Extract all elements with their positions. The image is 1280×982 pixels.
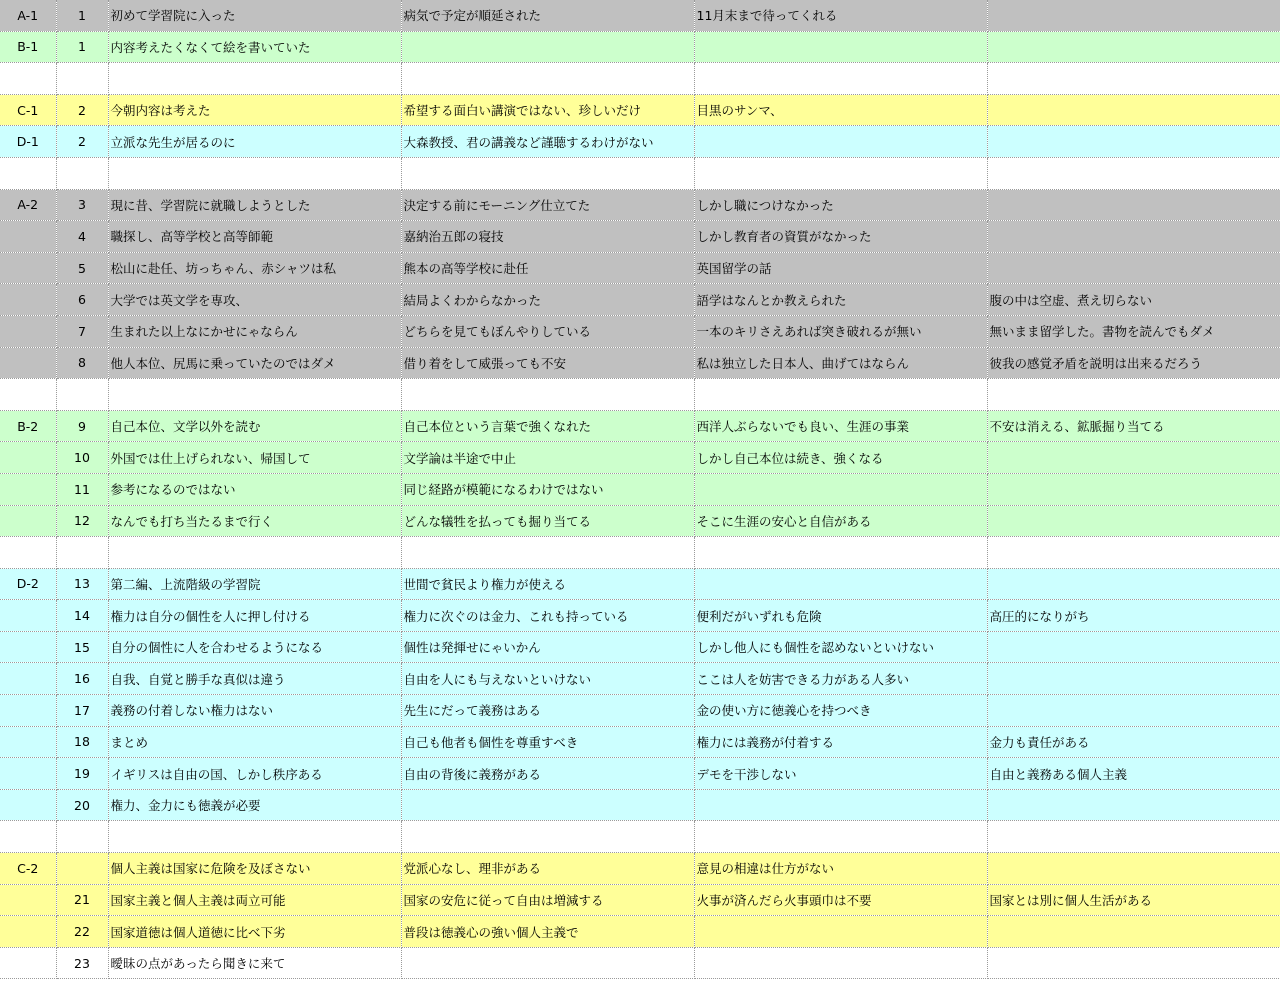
number-cell[interactable]: 19 [56, 758, 108, 790]
text-cell-d[interactable] [987, 0, 1280, 31]
text-cell-c[interactable]: そこに生涯の安心と自信がある [694, 505, 987, 537]
text-cell-d[interactable] [987, 379, 1280, 411]
text-cell-c[interactable] [694, 126, 987, 158]
section-cell[interactable] [0, 473, 56, 505]
text-cell-c[interactable]: しかし自己本位は続き、強くなる [694, 442, 987, 474]
text-cell-c[interactable]: しかし職につけなかった [694, 189, 987, 221]
section-cell[interactable] [0, 347, 56, 379]
text-cell-b[interactable] [401, 379, 694, 411]
text-cell-b[interactable]: 個性は発揮せにゃいかん [401, 631, 694, 663]
text-cell-d[interactable] [987, 663, 1280, 695]
text-cell-b[interactable]: 普段は徳義心の強い個人主義で [401, 916, 694, 948]
table-row [0, 505, 1280, 537]
table-row [0, 821, 1280, 853]
text-cell-d[interactable] [987, 631, 1280, 663]
section-cell[interactable] [0, 505, 56, 537]
section-cell[interactable] [0, 284, 56, 316]
text-cell-c[interactable]: 西洋人ぶらないでも良い、生涯の事業 [694, 410, 987, 442]
number-cell[interactable]: 21 [56, 884, 108, 916]
table-row [0, 789, 1280, 821]
text-cell-b[interactable]: 結局よくわからなかった [401, 284, 694, 316]
section-cell[interactable] [0, 663, 56, 695]
text-cell-d[interactable] [987, 947, 1280, 979]
text-cell-a[interactable]: 義務の付着しない権力はない [108, 695, 401, 727]
text-cell-b[interactable]: 権力に次ぐのは金力、これも持っている [401, 600, 694, 632]
table-row [0, 221, 1280, 253]
text-cell-a[interactable]: 第二編、上流階級の学習院 [108, 568, 401, 600]
text-cell-b[interactable]: 自己本位という言葉で強くなれた [401, 410, 694, 442]
table-row [0, 726, 1280, 758]
text-cell-a[interactable]: 大学では英文学を専攻、 [108, 284, 401, 316]
number-cell[interactable] [56, 379, 108, 411]
text-cell-b[interactable]: 大森教授、君の講義など謹聴するわけがない [401, 126, 694, 158]
text-cell-b[interactable] [401, 157, 694, 189]
text-cell-b[interactable]: 自己も他者も個性を尊重すべき [401, 726, 694, 758]
text-cell-b[interactable]: 自由を人にも与えないといけない [401, 663, 694, 695]
text-cell-a[interactable]: 自分の個性に人を合わせるようになる [108, 631, 401, 663]
text-cell-d[interactable] [987, 916, 1280, 948]
table-row [0, 916, 1280, 948]
text-cell-d[interactable] [987, 568, 1280, 600]
number-cell[interactable] [56, 853, 108, 885]
number-cell[interactable]: 12 [56, 505, 108, 537]
text-cell-b[interactable] [401, 63, 694, 95]
number-cell[interactable] [56, 63, 108, 95]
text-cell-d[interactable] [987, 442, 1280, 474]
section-cell[interactable] [0, 631, 56, 663]
text-cell-b[interactable] [401, 947, 694, 979]
number-cell[interactable]: 1 [56, 0, 108, 31]
number-cell[interactable]: 23 [56, 947, 108, 979]
text-cell-a[interactable]: 権力、金力にも徳義が必要 [108, 789, 401, 821]
text-cell-d[interactable] [987, 31, 1280, 63]
section-cell[interactable] [0, 726, 56, 758]
table-row [0, 537, 1280, 569]
table-row [0, 284, 1280, 316]
text-cell-a[interactable]: 職探し、高等学校と高等師範 [108, 221, 401, 253]
number-cell[interactable]: 14 [56, 600, 108, 632]
text-cell-c[interactable] [694, 537, 987, 569]
text-cell-d[interactable] [987, 252, 1280, 284]
text-cell-c[interactable] [694, 157, 987, 189]
text-cell-a[interactable]: 外国では仕上げられない、帰国して [108, 442, 401, 474]
number-cell[interactable]: 8 [56, 347, 108, 379]
text-cell-c[interactable]: 語学はなんとか教えられた [694, 284, 987, 316]
text-cell-b[interactable] [401, 821, 694, 853]
section-cell[interactable] [0, 600, 56, 632]
text-cell-a[interactable]: イギリスは自由の国、しかし秩序ある [108, 758, 401, 790]
table-row [0, 600, 1280, 632]
text-cell-c[interactable] [694, 63, 987, 95]
text-cell-d[interactable]: 彼我の感覚矛盾を説明は出来るだろう [987, 347, 1280, 379]
text-cell-c[interactable]: しかし他人にも個性を認めないといけない [694, 631, 987, 663]
number-cell[interactable]: 16 [56, 663, 108, 695]
text-cell-b[interactable]: 党派心なし、理非がある [401, 853, 694, 885]
section-cell[interactable] [0, 916, 56, 948]
table-row [0, 442, 1280, 474]
text-cell-a[interactable]: 立派な先生が居るのに [108, 126, 401, 158]
table-row [0, 252, 1280, 284]
text-cell-d[interactable] [987, 157, 1280, 189]
section-cell[interactable] [0, 252, 56, 284]
text-cell-a[interactable]: 現に昔、学習院に就職しようとした [108, 189, 401, 221]
text-cell-b[interactable]: 嘉納治五郎の寝技 [401, 221, 694, 253]
number-cell[interactable]: 3 [56, 189, 108, 221]
table-row [0, 853, 1280, 885]
text-cell-a[interactable]: 国家主義と個人主義は両立可能 [108, 884, 401, 916]
text-cell-d[interactable] [987, 63, 1280, 95]
section-cell[interactable] [0, 789, 56, 821]
text-cell-c[interactable]: 権力には義務が付着する [694, 726, 987, 758]
text-cell-c[interactable] [694, 947, 987, 979]
text-cell-a[interactable]: 松山に赴任、坊っちゃん、赤シャツは私 [108, 252, 401, 284]
number-cell[interactable]: 6 [56, 284, 108, 316]
text-cell-a[interactable]: 自我、自覚と勝手な真似は違う [108, 663, 401, 695]
table-row [0, 189, 1280, 221]
number-cell[interactable]: 13 [56, 568, 108, 600]
table-row [0, 947, 1280, 979]
text-cell-a[interactable]: 生まれた以上なにかせにゃならん [108, 315, 401, 347]
text-cell-c[interactable]: 便利だがいずれも危険 [694, 600, 987, 632]
text-cell-d[interactable] [987, 821, 1280, 853]
section-cell[interactable]: B-2 [0, 410, 56, 442]
text-cell-b[interactable] [401, 537, 694, 569]
number-cell[interactable]: 4 [56, 221, 108, 253]
number-cell[interactable]: 15 [56, 631, 108, 663]
text-cell-d[interactable] [987, 94, 1280, 126]
text-cell-a[interactable] [108, 157, 401, 189]
text-cell-c[interactable] [694, 379, 987, 411]
text-cell-d[interactable] [987, 695, 1280, 727]
text-cell-c[interactable]: 金の使い方に徳義心を持つべき [694, 695, 987, 727]
text-cell-c[interactable]: ここは人を妨害できる力がある人多い [694, 663, 987, 695]
text-cell-a[interactable] [108, 821, 401, 853]
text-cell-b[interactable]: 決定する前にモーニング仕立てた [401, 189, 694, 221]
table-row [0, 695, 1280, 727]
text-cell-b[interactable]: 借り着をして威張っても不安 [401, 347, 694, 379]
section-cell[interactable] [0, 63, 56, 95]
number-cell[interactable]: 17 [56, 695, 108, 727]
number-cell[interactable]: 20 [56, 789, 108, 821]
table-row [0, 63, 1280, 95]
table-row [0, 379, 1280, 411]
section-cell[interactable]: C-2 [0, 853, 56, 885]
number-cell[interactable]: 7 [56, 315, 108, 347]
section-cell[interactable] [0, 442, 56, 474]
text-cell-c[interactable]: 11月末まで待ってくれる [694, 0, 987, 31]
text-cell-d[interactable] [987, 189, 1280, 221]
section-cell[interactable]: A-1 [0, 0, 56, 31]
text-cell-b[interactable]: どんな犠牲を払っても掘り当てる [401, 505, 694, 537]
table-row [0, 631, 1280, 663]
table-row [0, 410, 1280, 442]
text-cell-b[interactable] [401, 789, 694, 821]
table-row [0, 157, 1280, 189]
text-cell-d[interactable] [987, 505, 1280, 537]
table-row [0, 126, 1280, 158]
section-cell[interactable]: A-2 [0, 189, 56, 221]
number-cell[interactable]: 5 [56, 252, 108, 284]
text-cell-a[interactable]: 曖昧の点があったら聞きに来て [108, 947, 401, 979]
text-cell-b[interactable]: 同じ経路が模範になるわけではない [401, 473, 694, 505]
number-cell[interactable]: 10 [56, 442, 108, 474]
text-cell-c[interactable]: 私は独立した日本人、曲げてはならん [694, 347, 987, 379]
number-cell[interactable]: 2 [56, 126, 108, 158]
text-cell-b[interactable]: 文学論は半途で中止 [401, 442, 694, 474]
text-cell-c[interactable]: 火事が済んだら火事頭巾は不要 [694, 884, 987, 916]
section-cell[interactable] [0, 947, 56, 979]
number-cell[interactable]: 11 [56, 473, 108, 505]
text-cell-b[interactable]: 希望する面白い講演ではない、珍しいだけ [401, 94, 694, 126]
text-cell-c[interactable] [694, 568, 987, 600]
table-row [0, 0, 1280, 31]
section-cell[interactable] [0, 758, 56, 790]
text-cell-c[interactable]: 意見の相違は仕方がない [694, 853, 987, 885]
table-row [0, 347, 1280, 379]
number-cell[interactable] [56, 537, 108, 569]
text-cell-c[interactable] [694, 473, 987, 505]
text-cell-c[interactable]: 英国留学の話 [694, 252, 987, 284]
section-cell[interactable]: D-2 [0, 568, 56, 600]
table-row [0, 884, 1280, 916]
text-cell-d[interactable]: 高圧的になりがち [987, 600, 1280, 632]
text-cell-c[interactable]: 一本のキリさえあれば突き破れるが無い [694, 315, 987, 347]
text-cell-a[interactable]: 個人主義は国家に危険を及ぼさない [108, 853, 401, 885]
table-row [0, 31, 1280, 63]
text-cell-b[interactable]: 自由の背後に義務がある [401, 758, 694, 790]
text-cell-a[interactable]: なんでも打ち当たるまで行く [108, 505, 401, 537]
text-cell-a[interactable]: 国家道徳は個人道徳に比べ下劣 [108, 916, 401, 948]
section-cell[interactable]: C-1 [0, 94, 56, 126]
text-cell-b[interactable]: 国家の安危に従って自由は増減する [401, 884, 694, 916]
section-cell[interactable] [0, 695, 56, 727]
text-cell-a[interactable] [108, 537, 401, 569]
text-cell-a[interactable]: 初めて学習院に入った [108, 0, 401, 31]
text-cell-c[interactable] [694, 821, 987, 853]
text-cell-b[interactable]: 先生にだって義務はある [401, 695, 694, 727]
table-row [0, 663, 1280, 695]
text-cell-c[interactable] [694, 31, 987, 63]
text-cell-d[interactable] [987, 853, 1280, 885]
section-cell[interactable] [0, 821, 56, 853]
section-cell[interactable] [0, 884, 56, 916]
section-cell[interactable]: D-1 [0, 126, 56, 158]
section-cell[interactable] [0, 221, 56, 253]
text-cell-c[interactable]: しかし教育者の資質がなかった [694, 221, 987, 253]
text-cell-d[interactable] [987, 473, 1280, 505]
text-cell-b[interactable]: 熊本の高等学校に赴任 [401, 252, 694, 284]
text-cell-d[interactable] [987, 789, 1280, 821]
table-row [0, 758, 1280, 790]
text-cell-a[interactable]: まとめ [108, 726, 401, 758]
text-cell-a[interactable]: 参考になるのではない [108, 473, 401, 505]
text-cell-c[interactable]: デモを干渉しない [694, 758, 987, 790]
number-cell[interactable]: 1 [56, 31, 108, 63]
text-cell-d[interactable]: 国家とは別に個人生活がある [987, 884, 1280, 916]
section-cell[interactable] [0, 379, 56, 411]
text-cell-d[interactable]: 腹の中は空虚、煮え切らない [987, 284, 1280, 316]
text-cell-d[interactable] [987, 126, 1280, 158]
text-cell-d[interactable]: 自由と義務ある個人主義 [987, 758, 1280, 790]
text-cell-b[interactable]: どちらを見てもぼんやりしている [401, 315, 694, 347]
number-cell[interactable]: 18 [56, 726, 108, 758]
number-cell[interactable] [56, 821, 108, 853]
number-cell[interactable] [56, 157, 108, 189]
text-cell-a[interactable] [108, 63, 401, 95]
text-cell-c[interactable] [694, 916, 987, 948]
table-row [0, 94, 1280, 126]
number-cell[interactable]: 2 [56, 94, 108, 126]
text-cell-a[interactable]: 今朝内容は考えた [108, 94, 401, 126]
text-cell-a[interactable]: 自己本位、文学以外を読む [108, 410, 401, 442]
section-cell[interactable]: B-1 [0, 31, 56, 63]
text-cell-d[interactable]: 無いまま留学した。書物を読んでもダメ [987, 315, 1280, 347]
text-cell-d[interactable]: 不安は消える、鉱脈掘り当てる [987, 410, 1280, 442]
text-cell-d[interactable] [987, 221, 1280, 253]
number-cell[interactable]: 9 [56, 410, 108, 442]
text-cell-a[interactable]: 内容考えたくなくて絵を書いていた [108, 31, 401, 63]
section-cell[interactable] [0, 537, 56, 569]
section-cell[interactable] [0, 315, 56, 347]
section-cell[interactable] [0, 157, 56, 189]
text-cell-a[interactable] [108, 379, 401, 411]
text-cell-d[interactable]: 金力も責任がある [987, 726, 1280, 758]
text-cell-b[interactable] [401, 31, 694, 63]
text-cell-c[interactable] [694, 789, 987, 821]
text-cell-a[interactable]: 他人本位、尻馬に乗っていたのではダメ [108, 347, 401, 379]
number-cell[interactable]: 22 [56, 916, 108, 948]
text-cell-a[interactable]: 権力は自分の個性を人に押し付ける [108, 600, 401, 632]
table-row [0, 315, 1280, 347]
text-cell-b[interactable]: 世間で貧民より権力が使える [401, 568, 694, 600]
table-row [0, 568, 1280, 600]
text-cell-c[interactable]: 目黒のサンマ、 [694, 94, 987, 126]
text-cell-d[interactable] [987, 537, 1280, 569]
text-cell-b[interactable]: 病気で予定が順延された [401, 0, 694, 31]
table-row [0, 473, 1280, 505]
